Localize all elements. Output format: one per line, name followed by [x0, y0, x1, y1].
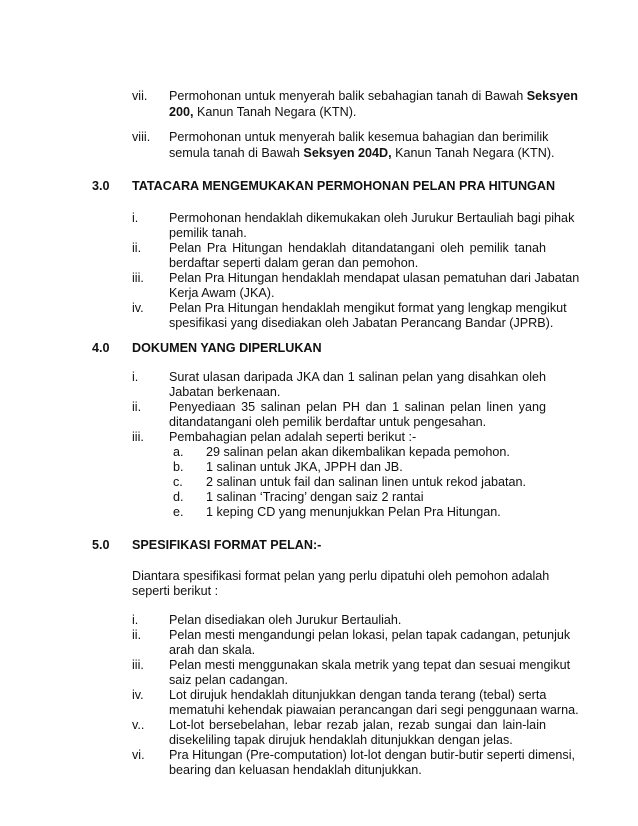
list-number: i.	[132, 211, 139, 225]
section-number: 5.0	[92, 538, 110, 552]
list-number: vii.	[132, 89, 148, 103]
sub-list-item	[0, 489, 638, 505]
intro-paragraph-cont	[0, 583, 638, 599]
list-number: viii.	[132, 130, 151, 144]
list-text: arah dan skala.	[169, 643, 256, 657]
section-heading-3	[0, 178, 638, 194]
intro-paragraph	[0, 568, 638, 584]
list-text: saiz pelan cadangan.	[169, 673, 289, 687]
list-text: Pelan Pra Hitungan hendaklah ditandatangani oleh pemilik tanah	[169, 241, 546, 255]
bold-text: Seksyen	[526, 89, 578, 103]
list-number: i.	[132, 613, 139, 627]
list-text: Lot-lot bersebelahan, lebar rezab jalan, rezab sungai dan lain-lain	[169, 718, 546, 732]
list-number: ii.	[132, 628, 142, 642]
list-text: Pembahagian pelan adalah seperti berikut :-	[169, 430, 417, 444]
section-number: 3.0	[92, 179, 110, 193]
list-text: mematuhi kehendak piawaian perancangan dari segi penggunaan warna.	[169, 703, 579, 717]
sub-list-letter: d.	[173, 490, 184, 504]
list-text: Kanun Tanah Negara (KTN).	[193, 105, 357, 119]
list-item-vii-cont	[0, 104, 638, 120]
section-title: TATACARA MENGEMUKAKAN PERMOHONAN PELAN PRA HITUNGAN	[132, 179, 556, 193]
list-item	[0, 300, 638, 316]
list-text: Lot dirujuk hendaklah ditunjukkan dengan tanda terang (tebal) serta	[169, 688, 547, 702]
list-item-cont	[0, 285, 638, 301]
sub-list-text: 2 salinan untuk fail dan salinan linen untuk rekod jabatan.	[206, 475, 526, 489]
list-text: Permohonan hendaklah dikemukakan oleh Jurukur Bertauliah bagi pihak	[169, 211, 575, 225]
list-text: berdaftar seperti dalam geran dan pemohon.	[169, 256, 419, 270]
list-text: Pelan Pra Hitungan hendaklah mengikut format yang lengkap mengikut	[169, 301, 567, 315]
list-number: iii.	[132, 430, 144, 444]
list-text: semula tanah di Bawah	[169, 146, 304, 160]
list-text: Pra Hitungan (Pre-computation) lot-lot dengan butir-butir seperti dimensi,	[169, 748, 575, 762]
list-item-cont	[0, 672, 638, 688]
list-item	[0, 240, 638, 256]
paragraph-text: Diantara spesifikasi format pelan yang perlu dipatuhi oleh pemohon adalah	[132, 569, 550, 583]
list-item-vii	[0, 88, 638, 104]
paragraph-text: seperti berikut :	[132, 584, 219, 598]
list-item	[0, 210, 638, 226]
section-heading-5	[0, 537, 638, 553]
list-item-cont	[0, 315, 638, 331]
list-text: Surat ulasan daripada JKA dan 1 salinan pelan yang disahkan oleh	[169, 370, 546, 384]
list-text: Permohonan untuk menyerah balik kesemua bahagian dan berimilik	[169, 130, 549, 144]
list-text: disekeliling tapak dirujuk hendaklah ditunjukkan dengan jelas.	[169, 733, 513, 747]
list-item	[0, 657, 638, 673]
list-item-cont	[0, 642, 638, 658]
sub-list-item	[0, 444, 638, 460]
list-text: Kanun Tanah Negara (KTN).	[391, 146, 555, 160]
list-number: ii.	[132, 241, 142, 255]
list-item	[0, 369, 638, 385]
list-text: Pelan mesti mengandungi pelan lokasi, pelan tapak cadangan, petunjuk	[169, 628, 571, 642]
list-text: ditandatangani oleh pemilik berdaftar untuk pengesahan.	[169, 415, 487, 429]
sub-list-letter: e.	[173, 505, 184, 519]
list-item-cont	[0, 414, 638, 430]
list-item-cont	[0, 255, 638, 271]
section-title: DOKUMEN YANG DIPERLUKAN	[132, 341, 322, 355]
bold-text: Seksyen 204D,	[303, 146, 392, 160]
list-text: Pelan mesti menggunakan skala metrik yang tepat dan sesuai mengikut	[169, 658, 571, 672]
sub-list-text: 1 salinan ‘Tracing’ dengan saiz 2 rantai	[206, 490, 424, 504]
list-item	[0, 399, 638, 415]
sub-list-item	[0, 459, 638, 475]
list-number: i.	[132, 370, 139, 384]
list-item-cont	[0, 762, 638, 778]
list-number: iv.	[132, 301, 144, 315]
list-text: spesifikasi yang disediakan oleh Jabatan Perancang Bandar (JPRB).	[169, 316, 554, 330]
list-number: iv.	[132, 688, 144, 702]
list-item	[0, 687, 638, 703]
list-item-cont	[0, 732, 638, 748]
list-item	[0, 747, 638, 763]
sub-list-text: 1 salinan untuk JKA, JPPH dan JB.	[206, 460, 403, 474]
bold-text: 200,	[169, 105, 194, 119]
list-text: Pelan Pra Hitungan hendaklah mendapat ulasan pematuhan dari Jabatan	[169, 271, 580, 285]
list-item-cont	[0, 702, 638, 718]
list-item	[0, 612, 638, 628]
section-number: 4.0	[92, 341, 110, 355]
list-number: iii.	[132, 658, 144, 672]
sub-list-item	[0, 504, 638, 520]
list-text: Pelan disediakan oleh Jurukur Bertauliah.	[169, 613, 402, 627]
list-text: Jabatan berkenaan.	[169, 385, 281, 399]
list-item	[0, 270, 638, 286]
list-item-viii	[0, 129, 638, 145]
list-text: pemilik tanah.	[169, 226, 247, 240]
list-number: iii.	[132, 271, 144, 285]
list-item	[0, 717, 638, 733]
list-item-cont	[0, 225, 638, 241]
list-text: Penyediaan 35 salinan pelan PH dan 1 salinan pelan linen yang	[169, 400, 546, 414]
sub-list-letter: a.	[173, 445, 184, 459]
list-number: ii.	[132, 400, 142, 414]
list-number: vi.	[132, 748, 145, 762]
sub-list-text: 29 salinan pelan akan dikembalikan kepada pemohon.	[206, 445, 510, 459]
list-item	[0, 627, 638, 643]
section-heading-4	[0, 340, 638, 356]
list-number: v..	[132, 718, 145, 732]
sub-list-item	[0, 474, 638, 490]
list-item	[0, 429, 638, 445]
list-item-viii-cont	[0, 145, 638, 161]
sub-list-letter: c.	[173, 475, 183, 489]
list-text: Kerja Awam (JKA).	[169, 286, 275, 300]
sub-list-text: 1 keping CD yang menunjukkan Pelan Pra Hitungan.	[206, 505, 501, 519]
section-title: SPESIFIKASI FORMAT PELAN:-	[132, 538, 322, 552]
list-text: bearing dan keluasan hendaklah ditunjukkan.	[169, 763, 422, 777]
list-text: Permohonan untuk menyerah balik sebahagian tanah di Bawah	[169, 89, 527, 103]
sub-list-letter: b.	[173, 460, 184, 474]
list-item-cont	[0, 384, 638, 400]
